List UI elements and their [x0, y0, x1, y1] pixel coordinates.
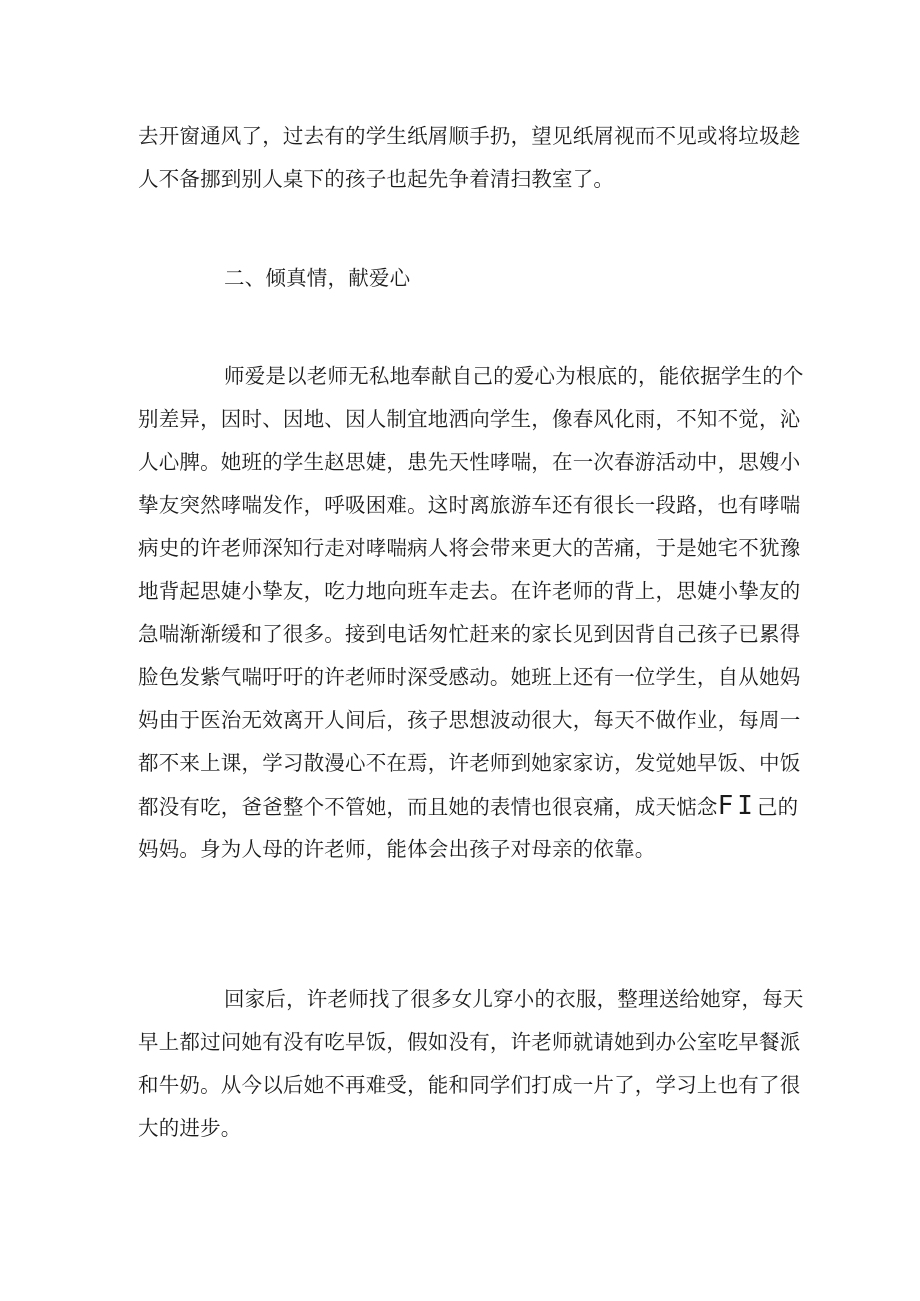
text-line: 急喘渐渐缓和了很多。接到电话匆忙赶来的家长见到因背自己孩子已累得	[138, 622, 801, 646]
text-line: 去开窗通风了，过去有的学生纸屑顺手扔，望见纸屑视而不见或将垃圾趁	[138, 124, 801, 148]
paragraph-teacher-love	[138, 355, 804, 871]
paragraph-continuation	[138, 115, 801, 201]
text-line: 妈由于医治无效离开人间后，孩子思想波动很大，每天不做作业，每周一	[138, 708, 801, 732]
text-line: 人心脾。她班的学生赵思婕，患先天性哮喘，在一次春游活动中，思嫂小	[138, 450, 801, 474]
text-line: 和牛奶。从今以后她不再难受，能和同学们打成一片了，学习上也有了很	[138, 1073, 801, 1097]
text-line	[138, 785, 799, 828]
text-segment: 己的	[756, 795, 799, 819]
section-heading-text: 二、倾真情，献爱心	[224, 266, 411, 290]
text-line: 师爱是以老师无私地奉献自己的爱心为根底的，能依据学生的个	[224, 364, 804, 388]
text-line: 人不备挪到别人桌下的孩子也起先争着清扫教室了。	[138, 167, 615, 191]
text-line: 都不来上课，学习散漫心不在焉，许老师到她家家访，发觉她早饭、中饭	[138, 751, 801, 775]
text-line: 妈妈。身为人母的许老师，能体会出孩子对母亲的依靠。	[138, 837, 656, 861]
text-line: 挚友突然哮喘发作，呼吸困难。这时离旅游车还有很长一段路，也有哮喘	[138, 493, 801, 517]
text-line: 别差异，因时、因地、因人制宜地洒向学生，像春风化雨，不知不觉，沁	[138, 407, 801, 431]
paragraph-after-home	[138, 978, 804, 1150]
text-line: 大的进步。	[138, 1116, 242, 1140]
text-segment: 都没有吃，爸爸整个不管她，而且她的表情也很哀痛，成天惦念	[138, 795, 718, 819]
text-line: 回家后，许老师找了很多女儿穿小的衣服，整理送给她穿，每天	[224, 987, 804, 1011]
text-line: 病史的许老师深知行走对哮喘病人将会带来更大的苦痛，于是她宅不犹豫	[138, 536, 801, 560]
section-heading	[138, 257, 788, 300]
text-line: 早上都过问她有没有吃早饭，假如没有，许老师就请她到办公室吃早餐派	[138, 1030, 801, 1054]
ocr-artifact-text: FI	[717, 791, 757, 821]
text-line: 脸色发紫气喘吁吁的许老师时深受感动。她班上还有一位学生，自从她妈	[138, 665, 801, 689]
text-line: 地背起思婕小挚友，吃力地向班车走去。在许老师的背上，思婕小挚友的	[138, 579, 801, 603]
